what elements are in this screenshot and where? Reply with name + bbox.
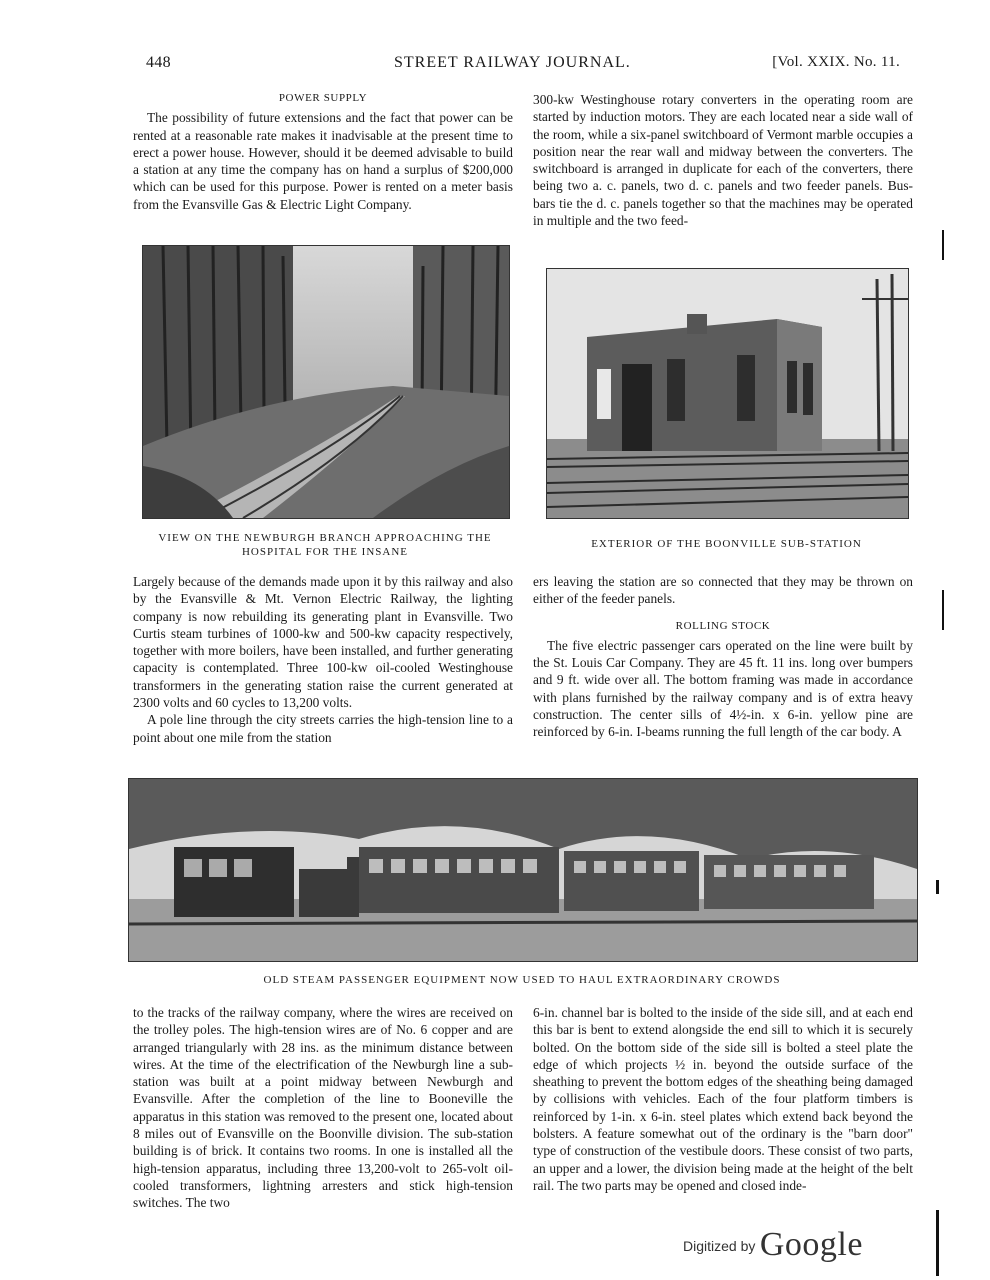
converters-paragraph: 300-kw Westinghouse rotary converters in the operating room are started by induction motors. They are each located near a side wall of the room, while a six-panel switchboard of Vermont marble occupies a position near the rear wall and midway between the converters. The switchboard is arranged in duplicate for each of the converters, there being two a. c. panels, two d. c. panels and two feeder panels. Bus-bars tie the d. c. panels together so that the machines may be operated in multiple and the two feed- [533, 92, 913, 229]
google-logo-text: Google [759, 1226, 863, 1263]
newburgh-photo-caption: VIEW ON THE NEWBURGH BRANCH APPROACHING THE HOSPITAL FOR THE INSANE [158, 532, 492, 558]
page-number: 448 [146, 54, 171, 71]
rolling-stock-paragraph: The five electric passenger cars operated on the line were built by the St. Louis Car Company. They are 45 ft. 11 ins. long over bumpers and 9 ft. wide over all. The bottom framing was made in accordance with plans furnished by the railway company and is of extra heavy construction. The center sills of 4½-in. x 6-in. yellow pine are reinforced by 6-in. I-beams running the full length of the car body. A [533, 637, 913, 740]
scan-edge-mark [942, 590, 944, 630]
scan-edge-mark [942, 230, 944, 260]
substation-text-top [533, 91, 913, 229]
generating-plant-paragraph: Largely because of the demands made upon it by this railway and also by the Evansville & Mt. Vernon Electric Railway, the lighting company is now rebuilding its generating plant in Evansville. Two Curtis steam turbines of 1000-kw and 500-kw capacity respectively, together with more boilers, have been installed, and further generating capacity is contemplated. Three 100-kw oil-cooled Westinghouse transformers in the generating station raise the current generated at 2300 volts and 60 cycles to 13,200 volts. [133, 574, 513, 711]
journal-title: STREET RAILWAY JOURNAL. [394, 54, 631, 71]
substation-photo-illustration [547, 269, 908, 518]
generating-plant-section [133, 573, 513, 746]
high-tension-paragraph: to the tracks of the railway company, where the wires are received on the trolley poles. The high-tension wires are of No. 6 copper and are arranged triangularly with 28 ins. as the minimum distance between wires. At the time of the electrification of the Newburgh line a sub-station was built at a point midway between Newburgh and Evansville. After the completion of the line to Booneville the apparatus in this station was removed to the present one, located about 8 miles out of Evansville on the Boonville division. The sub-station building is of brick. It contains two rooms. In one is installed all the high-tension apparatus, including three 13,200-volt to 265-volt oil-cooled transformers, lightning arresters and stick high-tension switches. The two [133, 1005, 513, 1211]
scan-edge-mark [936, 1210, 939, 1276]
digitized-by-text: Digitized by [683, 1238, 756, 1254]
car-construction-paragraph: 6-in. channel bar is bolted to the inside of the side sill, and at each end this bar is bent to extend alongside the end sill to which it is securely bolted. On the bottom side of the side sill is bolted a steel plate the edge of which projects ½ in. beyond the outside surface of the sheathing to prevent the bottom edges of the sheathing being damaged by collisions with vehicles. Each of the four platform timbers is reinforced by 1-in. x 6-in. steel plates which extend back beyond the bolsters. A feature somewhat out of the ordinary is the "barn door" type of construction of the vestibule doors. These consist of two parts, an upper and a lower, the division being made at the height of the belt rail. The two parts may be opened and closed inde- [533, 1005, 913, 1193]
steam-train-caption: OLD STEAM PASSENGER EQUIPMENT NOW USED TO HAUL EXTRAORDINARY CROWDS [263, 974, 781, 986]
power-supply-section [133, 90, 513, 213]
newburgh-branch-photo [142, 245, 510, 519]
newburgh-photo-illustration [143, 246, 509, 518]
steam-train-illustration [129, 779, 917, 961]
volume-number: [Vol. XXIX. No. 11. [772, 54, 900, 70]
steam-train-photo [128, 778, 918, 962]
rolling-stock-heading: ROLLING STOCK [675, 619, 771, 632]
rolling-stock-section [533, 573, 913, 741]
running-head [146, 54, 906, 76]
substation-description [133, 1004, 513, 1212]
digitized-by-google-watermark [683, 1226, 863, 1264]
power-supply-paragraph: The possibility of future extensions and the fact that power can be rented at a reasonable rate makes it inadvisable at the present time to erect a power house. However, should it be deemed advisable to build a station at any time the company has on hand a surplus of $200,000 which can be used for this purpose. Power is rented on a meter basis from the Evansville Gas & Electric Light Company. [133, 110, 513, 212]
power-supply-heading: POWER SUPPLY [278, 92, 368, 104]
feeders-paragraph: ers leaving the station are so connected that they may be thrown on either of the feeder panels. [533, 574, 913, 607]
substation-photo-caption: EXTERIOR OF THE BOONVILLE SUB-STATION [591, 538, 862, 550]
pole-line-paragraph: A pole line through the city streets carries the high-tension line to a point about one mile from the station [133, 712, 513, 745]
scan-edge-mark [936, 880, 939, 894]
boonville-substation-photo [546, 268, 909, 519]
car-construction-description [533, 1004, 913, 1194]
